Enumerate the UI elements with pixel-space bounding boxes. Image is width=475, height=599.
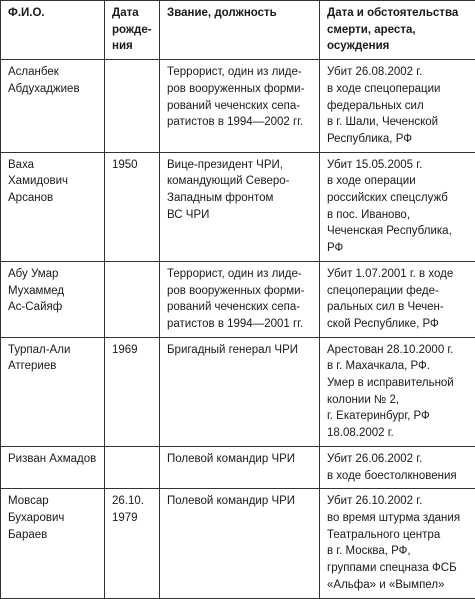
cell-fate bbox=[320, 60, 475, 153]
cell-fate bbox=[320, 261, 475, 337]
cell-line: Турпал-Али bbox=[8, 342, 98, 359]
cell-name bbox=[1, 60, 105, 153]
cell-line: Убит 1.07.2001 г. в ходе bbox=[327, 266, 469, 283]
cell-line: 26.10. bbox=[112, 493, 153, 510]
cell-line: Арестован 28.10.2000 г. bbox=[327, 342, 469, 359]
cell-line: Арсанов bbox=[8, 190, 98, 207]
cell-title bbox=[160, 489, 320, 598]
cell-line: в ходе боестолкновения bbox=[327, 468, 469, 485]
cell-line: Театрального центра bbox=[327, 527, 469, 544]
cell-name bbox=[1, 446, 105, 488]
table-row bbox=[1, 337, 475, 446]
header-line: Звание, должность bbox=[167, 5, 313, 22]
table-body bbox=[1, 60, 475, 598]
cell-line: 1950 bbox=[112, 157, 153, 174]
cell-line: федеральных сил bbox=[327, 98, 469, 115]
cell-line: Полевой командир ЧРИ bbox=[167, 493, 313, 510]
cell-line: Западным фронтом bbox=[167, 190, 313, 207]
cell-line: во время штурма здания bbox=[327, 510, 469, 527]
cell-line: рований чеченских сепа- bbox=[167, 98, 313, 115]
header-line: Дата и обстоятельства bbox=[327, 5, 469, 22]
cell-line: Чеченская Республика, bbox=[327, 223, 469, 240]
table-row bbox=[1, 152, 475, 261]
cell-line: г. Екатеринбург, РФ bbox=[327, 408, 469, 425]
header-name bbox=[1, 1, 105, 60]
cell-line: 1969 bbox=[112, 342, 153, 359]
cell-line: Убит 26.10.2002 г. bbox=[327, 493, 469, 510]
cell-birth bbox=[105, 337, 160, 446]
cell-line: Террорист, один из лиде- bbox=[167, 266, 313, 283]
cell-line: рований чеченских сепа- bbox=[167, 299, 313, 316]
cell-line: Мухаммед bbox=[8, 283, 98, 300]
table-row bbox=[1, 446, 475, 488]
cell-line: ров вооруженных форми- bbox=[167, 81, 313, 98]
cell-fate bbox=[320, 489, 475, 598]
cell-line: в ходе операции bbox=[327, 173, 469, 190]
header-birth bbox=[105, 1, 160, 60]
cell-fate bbox=[320, 337, 475, 446]
header-line: осуждения bbox=[327, 38, 469, 55]
cell-line: ратистов в 1994—2002 гг. bbox=[167, 114, 313, 131]
cell-title bbox=[160, 446, 320, 488]
cell-line: Бараев bbox=[8, 527, 98, 544]
cell-line: 1979 bbox=[112, 510, 153, 527]
cell-line: Полевой командир ЧРИ bbox=[167, 451, 313, 468]
cell-line: ской Республике, РФ bbox=[327, 316, 469, 333]
cell-line: командующий Северо- bbox=[167, 173, 313, 190]
header-line: смерти, ареста, bbox=[327, 22, 469, 39]
cell-line: Абу Умар bbox=[8, 266, 98, 283]
cell-line: Умер в исправительной bbox=[327, 375, 469, 392]
cell-line: Мовсар bbox=[8, 493, 98, 510]
cell-title bbox=[160, 261, 320, 337]
cell-title bbox=[160, 337, 320, 446]
cell-title bbox=[160, 60, 320, 153]
cell-line: Террорист, один из лиде- bbox=[167, 64, 313, 81]
cell-line: в пос. Иваново, bbox=[327, 207, 469, 224]
cell-line: в г. Москва, РФ, bbox=[327, 543, 469, 560]
cell-fate bbox=[320, 446, 475, 488]
table-row bbox=[1, 489, 475, 598]
cell-line: Убит 26.08.2002 г. bbox=[327, 64, 469, 81]
table-row bbox=[1, 261, 475, 337]
header-line: ния bbox=[112, 38, 153, 55]
cell-line: спецоперации феде- bbox=[327, 283, 469, 300]
cell-line: Бригадный генерал ЧРИ bbox=[167, 342, 313, 359]
cell-line: российских спецслужб bbox=[327, 190, 469, 207]
header-line: Дата bbox=[112, 5, 153, 22]
cell-line: Вице-президент ЧРИ, bbox=[167, 157, 313, 174]
cell-birth bbox=[105, 489, 160, 598]
cell-line: в г. Махачкала, РФ. bbox=[327, 358, 469, 375]
cell-birth bbox=[105, 60, 160, 153]
cell-line: 18.08.2002 г. bbox=[327, 425, 469, 442]
cell-line: Убит 26.06.2002 г. bbox=[327, 451, 469, 468]
header-line: Ф.И.О. bbox=[8, 5, 98, 22]
cell-name bbox=[1, 489, 105, 598]
cell-line: ратистов в 1994—2001 гг. bbox=[167, 316, 313, 333]
cell-birth bbox=[105, 446, 160, 488]
cell-line: группами спецназа ФСБ bbox=[327, 560, 469, 577]
cell-line: в г. Шали, Чеченской bbox=[327, 114, 469, 131]
cell-line: Бухарович bbox=[8, 510, 98, 527]
cell-line: «Альфа» и «Вымпел» bbox=[327, 577, 469, 594]
cell-line: Убит 15.05.2005 г. bbox=[327, 157, 469, 174]
cell-name bbox=[1, 152, 105, 261]
cell-title bbox=[160, 152, 320, 261]
cell-line: Асланбек bbox=[8, 64, 98, 81]
cell-line: ров вооруженных форми- bbox=[167, 283, 313, 300]
cell-line: Абдухаджиев bbox=[8, 81, 98, 98]
cell-fate bbox=[320, 152, 475, 261]
cell-name bbox=[1, 261, 105, 337]
cell-line: Республика, РФ bbox=[327, 131, 469, 148]
header-fate bbox=[320, 1, 475, 60]
cell-line: Атгериев bbox=[8, 358, 98, 375]
cell-line: РФ bbox=[327, 240, 469, 257]
cell-line: колонии № 2, bbox=[327, 392, 469, 409]
cell-line: в ходе спецоперации bbox=[327, 81, 469, 98]
cell-birth bbox=[105, 152, 160, 261]
table-row bbox=[1, 60, 475, 153]
cell-name bbox=[1, 337, 105, 446]
header-line: рожде- bbox=[112, 22, 153, 39]
cell-line: ВС ЧРИ bbox=[167, 207, 313, 224]
cell-birth bbox=[105, 261, 160, 337]
cell-line: Ас-Сайяф bbox=[8, 299, 98, 316]
cell-line: ральных сил в Чечен- bbox=[327, 299, 469, 316]
cell-line: Ризван Ахмадов bbox=[8, 451, 98, 468]
cell-line: Хамидович bbox=[8, 173, 98, 190]
header-title bbox=[160, 1, 320, 60]
cell-line: Ваха bbox=[8, 157, 98, 174]
table-header-row bbox=[1, 1, 475, 60]
